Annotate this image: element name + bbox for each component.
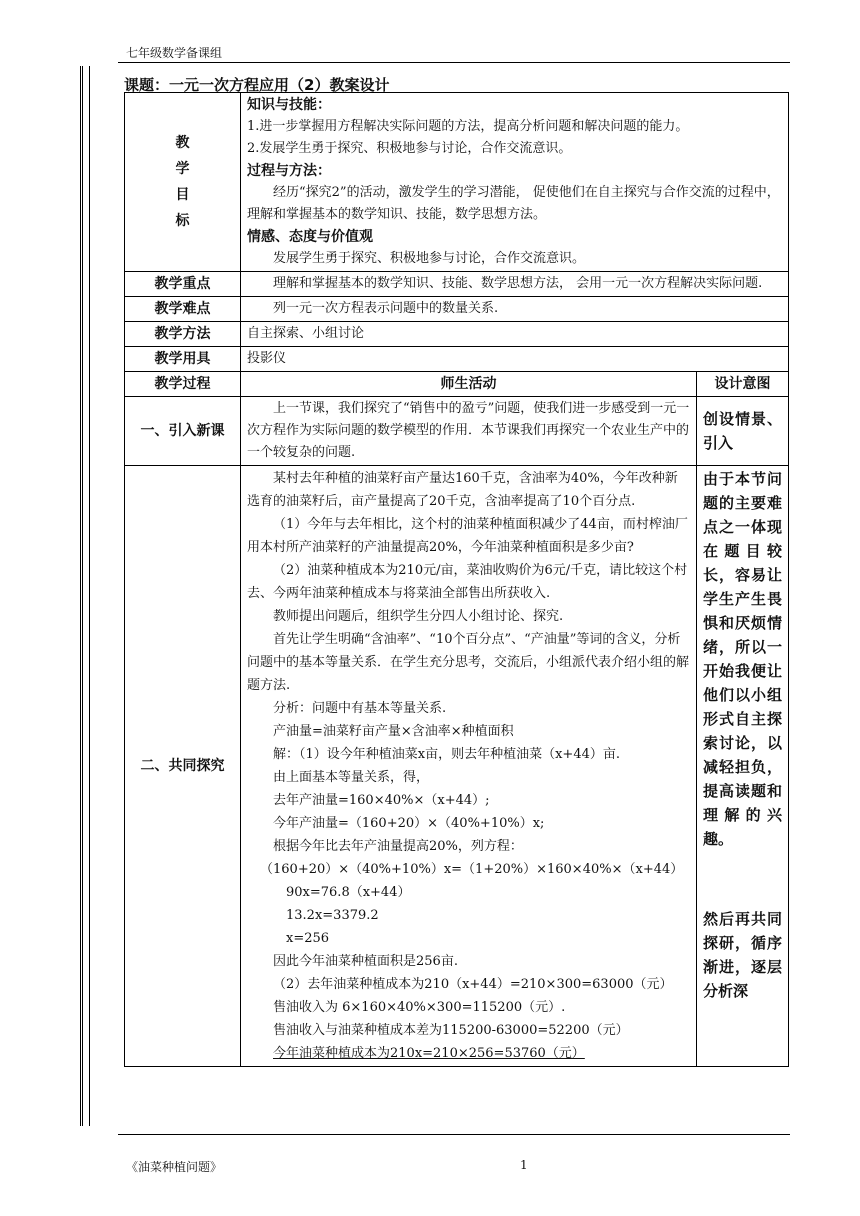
key-text: 理解和掌握基本的数学知识、技能、数学思想方法， 会用一元一次方程解决实际问题. xyxy=(241,272,789,297)
intro-label: 一、引入新课 xyxy=(125,397,241,466)
student-step: 首先让学生明确“含油率”、“10个百分点”、“产油量”等词的含义，分析问题中的基本等量关系．在学生充分思考，交流后，小组派代表介绍小组的解题方法. xyxy=(247,632,690,693)
answer-line: 因此今年油菜种植面积是256亩. xyxy=(273,954,458,969)
analysis-line: 分析：问题中有基本等量关系. xyxy=(273,701,447,716)
equation-line: x=256 xyxy=(286,931,330,946)
explore-label: 二、共同探究 xyxy=(125,466,241,1067)
solution-line: 今年产油量=（160+20）×（40%+10%）x; xyxy=(273,816,545,831)
lesson-plan-table xyxy=(124,92,789,1067)
difficulty-row xyxy=(125,297,789,322)
intro-text: 上一节课，我们探究了“销售中的盈亏”问题，使我们进一步感受到一元一次方程作为实际问题的数学模型的作用．本节课我们再探究一个农业生产中的一个较复杂的问题. xyxy=(241,397,697,466)
tool-text: 投影仪 xyxy=(241,347,789,372)
goal-process-title: 过程与方法： xyxy=(247,163,331,179)
solution-line: 解：（1）设今年种植油菜x亩，则去年种植油菜（x+44）亩. xyxy=(273,747,621,762)
question-1: （1）今年与去年相比，这个村的油菜种植面积减少了44亩，而村榨油厂用本村所产油菜籽的产油量提高20%，今年油菜种植面积是多少亩? xyxy=(247,517,688,555)
goal-process-text: 经历“探究2”的活动，激发学生的学习潜能， 促使他们在自主探究与合作交流的过程中，理解和掌握基本的数学知识、技能，数学思想方法。 xyxy=(247,185,780,222)
intro-intent: 创设情景、引入 xyxy=(697,397,789,466)
solution-line: 售油收入与油菜种植成本差为115200-63000=52200（元） xyxy=(273,1023,629,1038)
method-row xyxy=(125,322,789,347)
binding-line-inner xyxy=(89,66,90,1126)
equation-line: 90x=76.8（x+44） xyxy=(286,885,411,900)
footer-text: 《油菜种植问题》 xyxy=(126,1160,223,1174)
solution-line: 今年油菜种植成本为210x=210×256=53760（元） xyxy=(273,1046,585,1061)
goals-row xyxy=(125,93,789,272)
goals-label-char: 标 xyxy=(175,213,190,229)
page-title: 课题：一元一次方程应用（2）教案设计 xyxy=(124,76,390,94)
tool-row xyxy=(125,347,789,372)
tool-label: 教学用具 xyxy=(125,347,241,372)
intro-row xyxy=(125,397,789,466)
header-rule xyxy=(118,62,790,63)
footer-rule xyxy=(118,1134,790,1135)
difficulty-label: 教学难点 xyxy=(125,297,241,322)
goal-knowledge-line2: 2.发展学生勇于探究、积极地参与讨论，合作交流意识。 xyxy=(247,141,572,156)
goal-knowledge-line1: 1.进一步掌握用方程解决实际问题的方法，提高分析问题和解决问题的能力。 xyxy=(247,119,689,134)
explore-content xyxy=(241,466,697,1067)
solution-line: 根据今年比去年产油量提高20%，列方程： xyxy=(273,839,523,854)
intent-col-header: 设计意图 xyxy=(697,372,789,397)
equation-line: 13.2x=3379.2 xyxy=(286,908,379,923)
explore-intent-a: 由于本节问题的主要难点之一体现在题目较长，容易让学生产生畏惧和厌烦情绪，所以一开始我便让他们以小组形式自主探索讨论，以减轻担负，提高读题和理解的兴趣。 xyxy=(703,470,783,848)
goals-label-char: 教 xyxy=(175,135,190,151)
equation-line: （160+20）×（40%+10%）x=（1+20%）×160×40%×（x+44） xyxy=(260,862,684,877)
solution-line: （2）去年油菜种植成本为210（x+44）=210×300=63000（元） xyxy=(273,977,673,992)
solution-line: 售油收入为 6×160×40%×300=115200（元）. xyxy=(273,1000,566,1015)
method-label: 教学方法 xyxy=(125,322,241,347)
header-text: 七年级数学备课组 xyxy=(126,46,223,60)
goals-label-char: 学 xyxy=(175,161,190,177)
explore-intent-b: 然后再共同探研，循序渐进，逐层分析深 xyxy=(703,910,783,1000)
page-number: 1 xyxy=(520,1158,528,1172)
key-label: 教学重点 xyxy=(125,272,241,297)
goal-knowledge-title: 知识与技能： xyxy=(247,97,331,113)
process-header-row xyxy=(125,372,789,397)
activity-col-header: 师生活动 xyxy=(241,372,697,397)
process-col-header: 教学过程 xyxy=(125,372,241,397)
goals-label-char: 目 xyxy=(175,187,190,203)
explore-row xyxy=(125,466,789,1067)
question-2: （2）油菜种植成本为210元/亩，菜油收购价为6元/千克，请比较这个村去、今两年油菜种植成本与将菜油全部售出所获收入. xyxy=(247,563,688,601)
difficulty-text: 列一元一次方程表示问题中的数量关系. xyxy=(241,297,789,322)
problem-statement: 某村去年种植的油菜籽亩产量达160千克，含油率为40%，今年改种新选育的油菜籽后，亩产量提高了20千克，含油率提高了10个百分点. xyxy=(247,471,678,509)
explore-intent xyxy=(697,466,789,1067)
goals-content xyxy=(241,93,789,272)
goal-emotion-title: 情感、态度与价值观 xyxy=(247,229,373,245)
goal-emotion-text: 发展学生勇于探究、积极地参与讨论，合作交流意识。 xyxy=(273,251,586,266)
method-text: 自主探索、小组讨论 xyxy=(241,322,789,347)
solution-line: 去年产油量=160×40%×（x+44）; xyxy=(273,793,490,808)
teacher-step: 教师提出问题后，组织学生分四人小组讨论、探究. xyxy=(273,609,564,624)
solution-line: 由上面基本等量关系，得， xyxy=(273,770,430,785)
relation-line: 产油量=油菜籽亩产量×含油率×种植面积 xyxy=(273,724,514,739)
goals-label xyxy=(125,93,241,272)
binding-line xyxy=(80,66,83,1126)
key-row xyxy=(125,272,789,297)
